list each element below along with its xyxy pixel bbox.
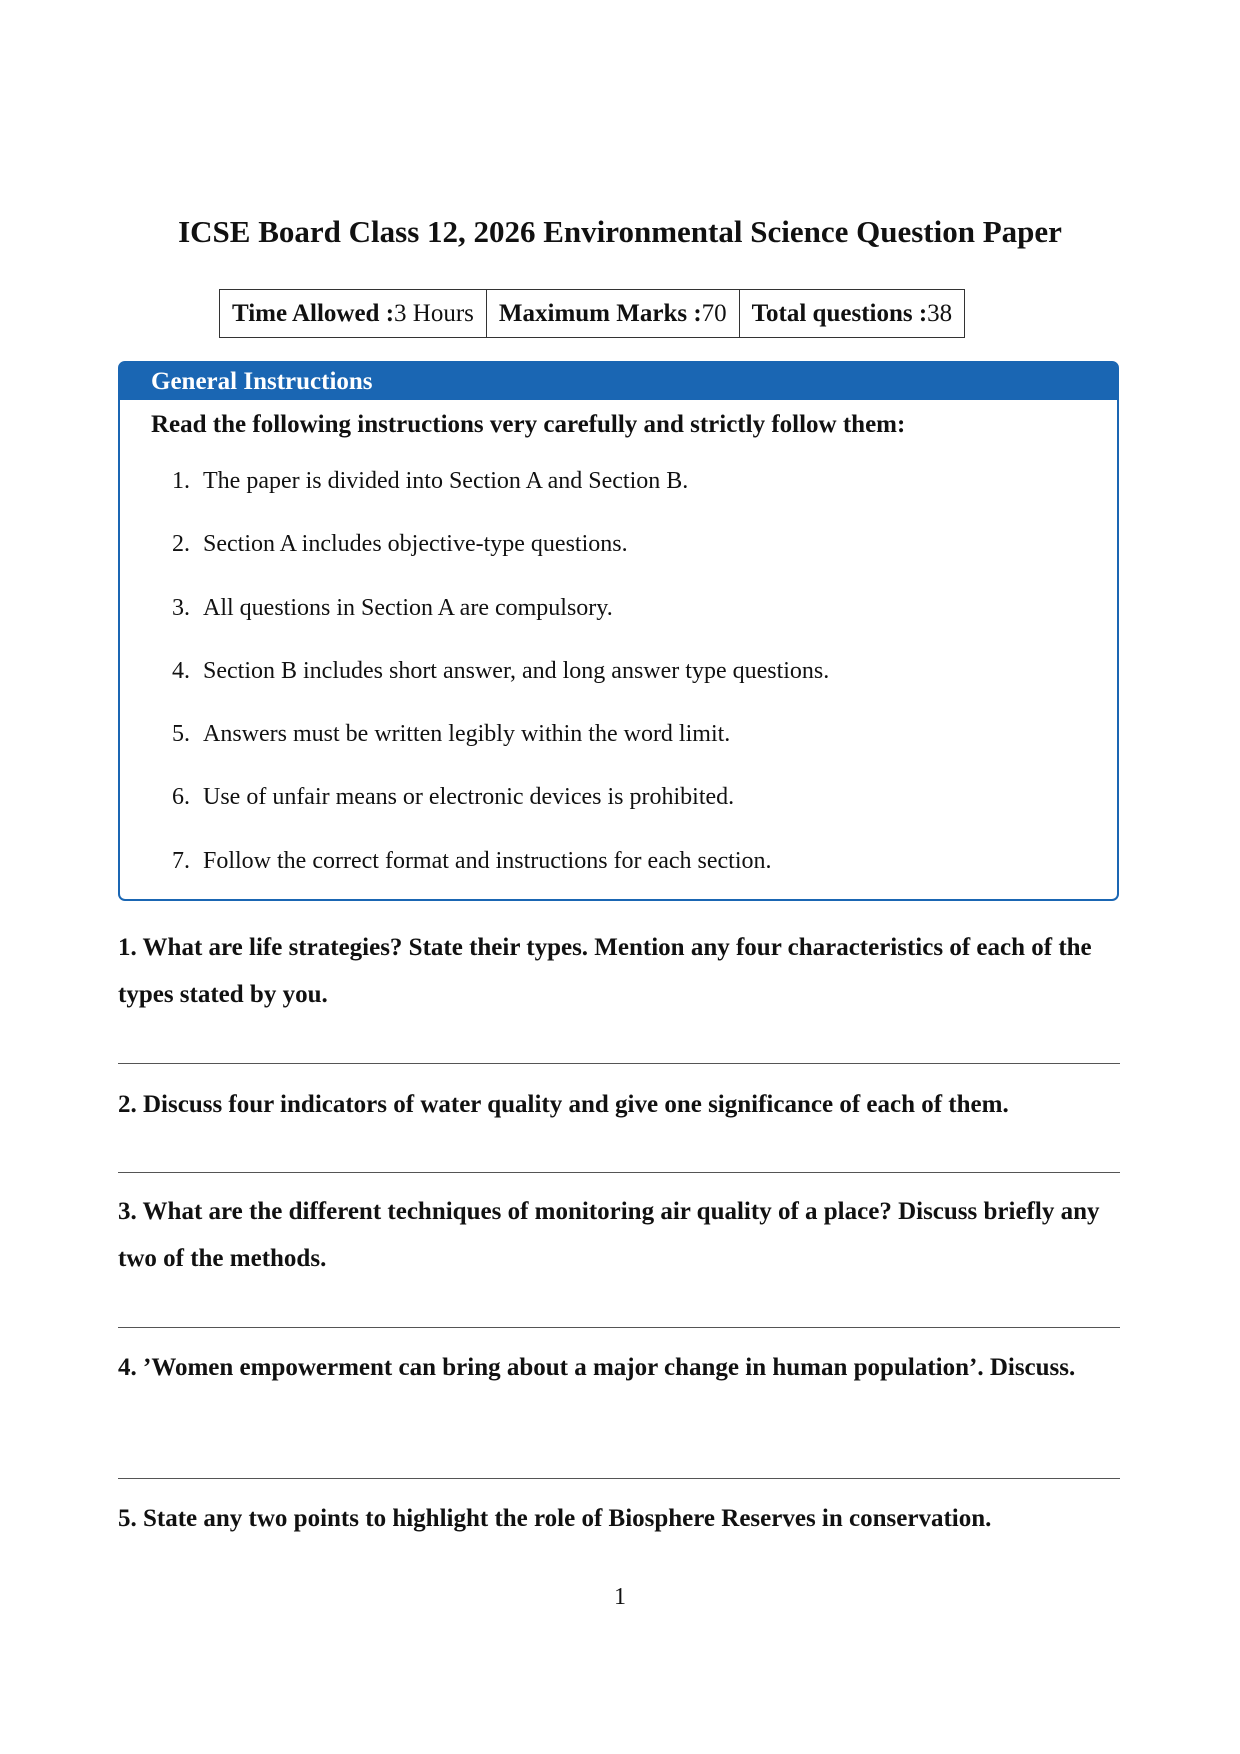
page-title: ICSE Board Class 12, 2026 Environmental Science Question Paper (178, 214, 1062, 249)
item-number: 1. (172, 468, 190, 494)
exam-info-table (219, 289, 965, 338)
question-3: 3. What are the different techniques of monitoring air quality of a place? Discuss briefly any two of the methods. (118, 1198, 1100, 1272)
max-marks-cell (487, 290, 740, 337)
question-2: 2. Discuss four indicators of water quality and give one significance of each of them. (118, 1091, 1009, 1118)
item-text: All questions in Section A are compulsory. (203, 594, 613, 621)
time-allowed-cell (220, 290, 487, 337)
instruction-item (172, 658, 829, 721)
max-marks-label: Maximum Marks : (498, 299, 702, 327)
divider (118, 1478, 1120, 1479)
time-allowed-value: 3 Hours (394, 299, 474, 327)
instructions-heading: General Instructions (120, 363, 1117, 400)
divider (118, 1327, 1120, 1328)
item-number: 2. (172, 531, 190, 558)
total-questions-cell (740, 290, 965, 337)
item-text: Section A includes objective-type questions. (203, 531, 628, 558)
item-number: 7. (172, 847, 190, 874)
item-text: Use of unfair means or electronic devices is prohibited. (203, 784, 735, 811)
item-text: The paper is divided into Section A and Section B. (203, 468, 689, 494)
instructions-list (172, 468, 829, 911)
question-4: 4. ’Women empowerment can bring about a major change in human population’. Discuss. (118, 1354, 1076, 1381)
item-number: 3. (172, 594, 190, 621)
instruction-item (172, 531, 829, 594)
page-number: 1 (614, 1584, 626, 1610)
item-number: 6. (172, 784, 190, 811)
max-marks-value: 70 (701, 299, 727, 327)
general-instructions-box (118, 361, 1119, 901)
item-number: 4. (172, 657, 190, 684)
instruction-item (172, 848, 829, 911)
item-number: 5. (172, 721, 190, 748)
divider (118, 1172, 1120, 1173)
total-questions-label: Total questions : (751, 299, 928, 327)
item-text: Answers must be written legibly within the word limit. (203, 721, 731, 748)
instruction-item (172, 595, 829, 658)
divider (118, 1063, 1120, 1064)
question-1: 1. What are life strategies? State their types. Mention any four characteristics of each of the types stated by you. (118, 934, 1092, 1008)
instruction-item (172, 468, 829, 531)
item-text: Section B includes short answer, and long answer type questions. (203, 657, 830, 684)
time-allowed-label: Time Allowed : (232, 299, 395, 327)
instruction-item (172, 721, 829, 784)
total-questions-value: 38 (927, 299, 953, 327)
instruction-item (172, 784, 829, 847)
instructions-lead: Read the following instructions very carefully and strictly follow them: (151, 411, 906, 438)
question-5: 5. State any two points to highlight the role of Biosphere Reserves in conservation. (118, 1505, 992, 1532)
item-text: Follow the correct format and instructions for each section. (203, 847, 772, 874)
